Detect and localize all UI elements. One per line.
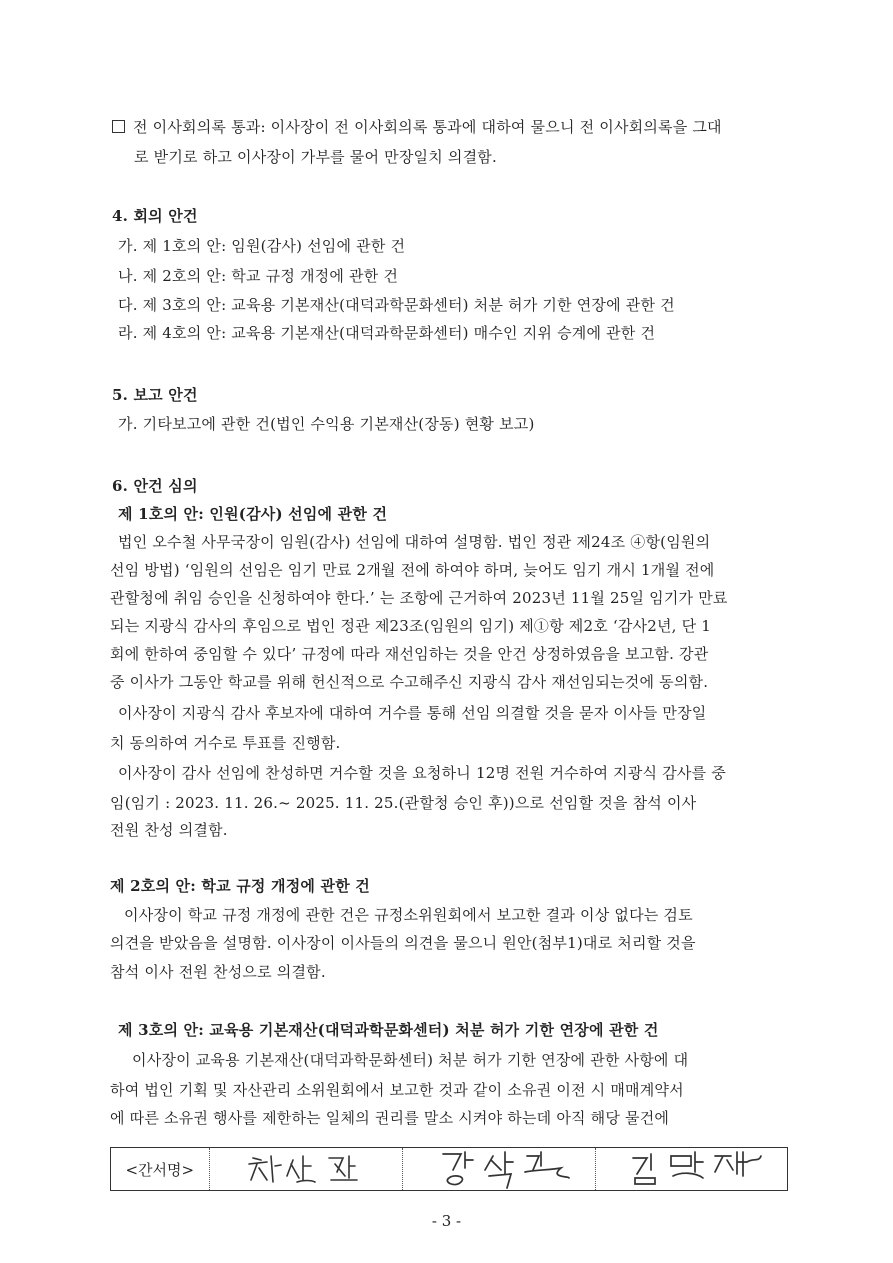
section-5-item: 가. 기타보고에 관한 건(법인 수익용 기본재산(장동) 현황 보고) xyxy=(118,415,535,433)
agenda-1-line: 이사장이 감사 선임에 찬성하면 거수할 것을 요청하니 12명 전원 거수하여 지광식 감사를 중 xyxy=(118,764,726,782)
agenda-1-line: 되는 지광식 감사의 후임으로 법인 정관 제23조(임원의 임기) 제①항 제2호 ‘감사2년, 단 1 xyxy=(110,617,711,635)
agenda-3-line: 에 따른 소유권 행사를 제한하는 일체의 권리를 말소 시켜야 하는데 아직 해당 물건에 xyxy=(110,1109,670,1127)
agenda-1-line: 중 이사가 그동안 학교를 위해 헌신적으로 수고해주신 지광식 감사 재선임되는것에 동의함. xyxy=(110,673,709,691)
agenda-3-line: 하여 법인 기획 및 자산관리 소위원회에서 보고한 것과 같이 소유권 이전 시 매매계약서 xyxy=(110,1081,684,1099)
signature-2 xyxy=(403,1148,596,1190)
signature-table xyxy=(110,1147,788,1191)
prev-minutes-line-1 xyxy=(112,117,722,137)
page-number: - 3 - xyxy=(431,1212,462,1230)
agenda-3-title: 제 3호의 안: 교육용 기본재산(대덕과학문화센터) 처분 허가 기한 연장에 관한 건 xyxy=(118,1021,659,1039)
agenda-1-line: 회에 한하여 중임할 수 있다’ 규정에 따라 재선임하는 것을 안건 상정하였음을 보고함. 강관 xyxy=(110,645,709,663)
signature-label: <간서명> xyxy=(111,1148,210,1190)
handwritten-signature-2 xyxy=(419,1148,579,1190)
checkbox-icon xyxy=(112,120,125,133)
section-4-title: 4. 회의 안건 xyxy=(112,207,198,225)
prev-minutes-line-2: 로 받기로 하고 이사장이 가부를 물어 만장일치 의결함. xyxy=(134,148,497,166)
section-6-title: 6. 안건 심의 xyxy=(112,477,198,495)
section-4-item: 라. 제 4호의 안: 교육용 기본재산(대덕과학문화센터) 매수인 지위 승계에 관한 건 xyxy=(118,324,656,342)
signature-3 xyxy=(596,1148,787,1190)
handwritten-signature-3 xyxy=(611,1148,771,1190)
signature-1 xyxy=(210,1148,403,1190)
agenda-2-line: 의견을 받았음을 설명함. 이사장이 이사들의 의견을 물으니 원안(첨부1)대로 처리할 것을 xyxy=(110,934,696,952)
agenda-2-line: 이사장이 학교 규정 개정에 관한 건은 규정소위원회에서 보고한 결과 이상 없다는 검토 xyxy=(124,906,693,924)
agenda-1-title: 제 1호의 안: 인원(감사) 선임에 관한 건 xyxy=(118,505,388,523)
agenda-1-line: 이사장이 지광식 감사 후보자에 대하여 거수를 통해 선임 의결할 것을 묻자 이사들 만장일 xyxy=(118,704,707,722)
agenda-2-title: 제 2호의 안: 학교 규정 개정에 관한 건 xyxy=(110,877,370,895)
handwritten-signature-1 xyxy=(231,1150,381,1188)
agenda-1-line: 임(임기 : 2023. 11. 26.~ 2025. 11. 25.(관할청 승인 후))으로 선임할 것을 참석 이사 xyxy=(110,794,697,812)
section-5-title: 5. 보고 안건 xyxy=(112,386,198,404)
prev-minutes-text-1: 전 이사회의록 통과: 이사장이 전 이사회의록 통과에 대하여 물으니 전 이사회의록을 그대 xyxy=(133,118,722,136)
agenda-2-line: 참석 이사 전원 찬성으로 의결함. xyxy=(110,963,326,981)
section-4-item: 가. 제 1호의 안: 임원(감사) 선임에 관한 건 xyxy=(118,237,406,255)
agenda-1-line: 관할청에 취임 승인을 신청하여야 한다.’ 는 조항에 근거하여 2023년 11월 25일 임기가 만료 xyxy=(110,589,728,607)
section-4-item: 다. 제 3호의 안: 교육용 기본재산(대덕과학문화센터) 처분 허가 기한 연장에 관한 건 xyxy=(118,296,675,314)
agenda-1-line: 치 동의하여 거수로 투표를 진행함. xyxy=(110,734,341,752)
agenda-3-line: 이사장이 교육용 기본재산(대덕과학문화센터) 처분 허가 기한 연장에 관한 사항에 대 xyxy=(132,1051,689,1069)
agenda-1-line: 선임 방법) ‘임원의 선임은 임기 만료 2개월 전에 하여야 하며, 늦어도 임기 개시 1개월 전에 xyxy=(110,561,715,579)
section-4-item: 나. 제 2호의 안: 학교 규정 개정에 관한 건 xyxy=(118,267,399,285)
agenda-1-line: 전원 찬성 의결함. xyxy=(110,821,228,839)
agenda-1-line: 법인 오수철 사무국장이 임원(감사) 선임에 대하여 설명함. 법인 정관 제24조 ④항(임원의 xyxy=(118,533,711,551)
